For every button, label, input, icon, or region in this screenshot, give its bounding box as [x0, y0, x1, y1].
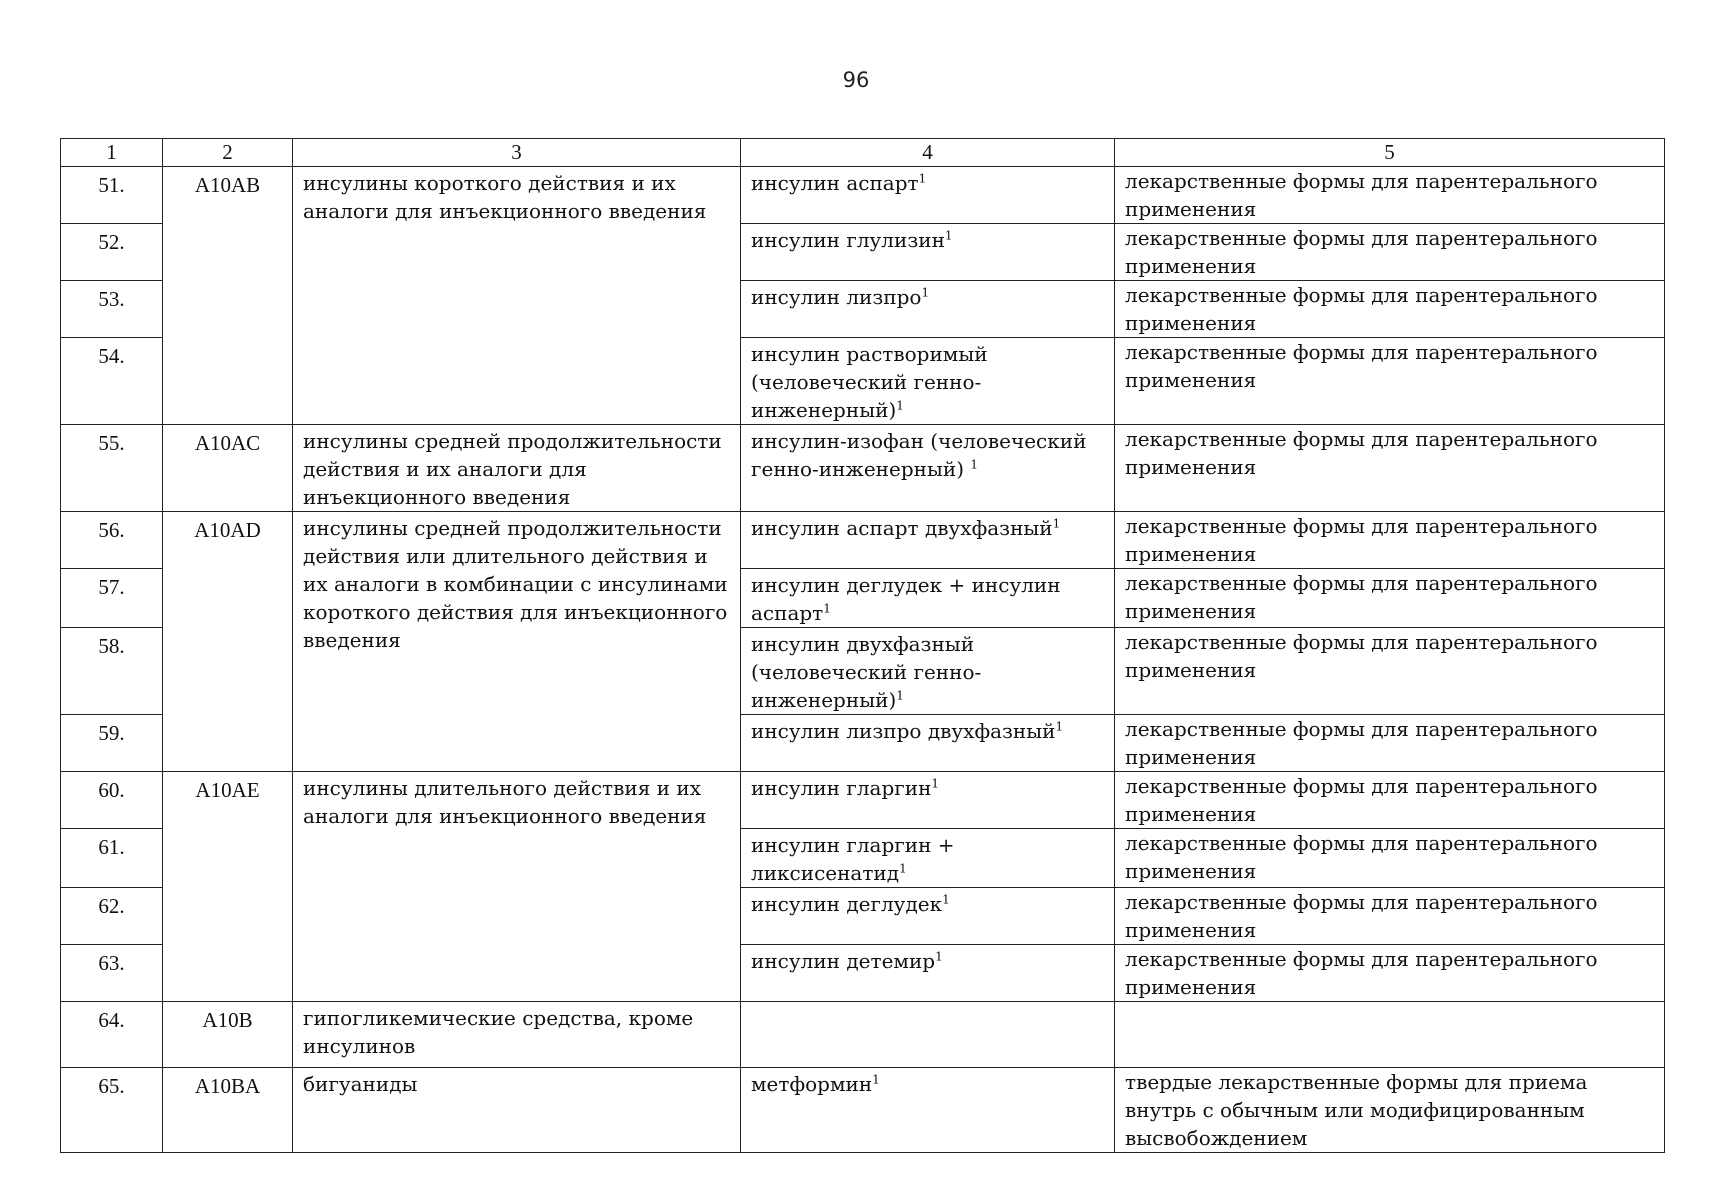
- table-row: [61, 1002, 1665, 1068]
- dosage-form: лекарственные формы для парентерального применения: [1115, 338, 1665, 425]
- footnote-marker: 1: [931, 776, 940, 791]
- footnote-marker: 1: [823, 601, 831, 616]
- drug-name: инсулин лизпро двухфазный: [751, 719, 1056, 743]
- footnote-marker: 1: [872, 1072, 880, 1087]
- drug-name-cell: [741, 1002, 1115, 1068]
- row-number: 54.: [61, 338, 163, 425]
- drug-name: инсулин глулизин: [751, 228, 945, 252]
- drug-name: инсулин деглудек: [751, 892, 943, 916]
- footnote-marker: 1: [1055, 719, 1064, 734]
- drug-name-cell: [741, 425, 1115, 512]
- table-row: [61, 772, 1665, 829]
- atc-code: A10AC: [163, 425, 293, 512]
- footnote-marker: 1: [896, 398, 904, 413]
- row-number: 63.: [61, 945, 163, 1002]
- header-col-4: 4: [741, 139, 1115, 167]
- dosage-form: лекарственные формы для парентерального применения: [1115, 715, 1665, 772]
- drug-table: [60, 138, 1665, 1153]
- footnote-marker: 1: [918, 171, 927, 186]
- drug-name-cell: [741, 569, 1115, 628]
- row-number: 52.: [61, 224, 163, 281]
- header-col-3: 3: [293, 139, 741, 167]
- drug-name-cell: [741, 167, 1115, 224]
- drug-name-cell: [741, 338, 1115, 425]
- drug-name: инсулин аспарт: [751, 171, 919, 195]
- dosage-form: лекарственные формы для парентерального применения: [1115, 512, 1665, 569]
- drug-name-cell: [741, 281, 1115, 338]
- footnote-marker: 1: [896, 688, 904, 703]
- dosage-form: лекарственные формы для парентерального применения: [1115, 224, 1665, 281]
- page-number: 96: [842, 68, 870, 92]
- drug-name: инсулин двухфазный (человеческий генно-инженерный): [751, 632, 982, 712]
- footnote-marker: 1: [921, 285, 930, 300]
- row-number: 59.: [61, 715, 163, 772]
- footnote-marker: 1: [935, 949, 943, 964]
- footnote-marker: 1: [1052, 516, 1061, 531]
- row-number: 53.: [61, 281, 163, 338]
- drug-name: метформин: [751, 1072, 873, 1096]
- row-number: 65.: [61, 1068, 163, 1153]
- drug-name: инсулин детемир: [751, 949, 936, 973]
- atc-code: A10BA: [163, 1068, 293, 1153]
- drug-name-cell: [741, 945, 1115, 1002]
- dosage-form: лекарственные формы для парентерального применения: [1115, 888, 1665, 945]
- row-number: 61.: [61, 829, 163, 888]
- table-row: [61, 167, 1665, 224]
- header-col-2: 2: [163, 139, 293, 167]
- dosage-form: лекарственные формы для парентерального применения: [1115, 569, 1665, 628]
- group-name: инсулины средней продолжительности действия и их аналоги для инъекционного введения: [293, 425, 741, 512]
- row-number: 64.: [61, 1002, 163, 1068]
- group-name: бигуаниды: [293, 1068, 741, 1153]
- drug-name-cell: [741, 512, 1115, 569]
- row-number: 51.: [61, 167, 163, 224]
- table-row: [61, 1068, 1665, 1153]
- dosage-form: лекарственные формы для парентерального применения: [1115, 281, 1665, 338]
- header-col-5: 5: [1115, 139, 1665, 167]
- atc-code: A10AD: [163, 512, 293, 772]
- row-number: 56.: [61, 512, 163, 569]
- dosage-form: лекарственные формы для парентерального применения: [1115, 945, 1665, 1002]
- drug-name: инсулин гларгин + ликсисенатид: [751, 833, 955, 885]
- drug-name-cell: [741, 829, 1115, 888]
- dosage-form: лекарственные формы для парентерального применения: [1115, 425, 1665, 512]
- dosage-form: лекарственные формы для парентерального применения: [1115, 772, 1665, 829]
- row-number: 55.: [61, 425, 163, 512]
- drug-name: инсулин деглудек + инсулин аспарт: [751, 573, 1061, 625]
- footnote-marker: 1: [970, 457, 979, 472]
- footnote-marker: 1: [899, 861, 907, 876]
- atc-code: A10B: [163, 1002, 293, 1068]
- group-name: гипогликемические средства, кроме инсулинов: [293, 1002, 741, 1068]
- drug-name: инсулин гларгин: [751, 776, 932, 800]
- row-number: 57.: [61, 569, 163, 628]
- group-name: инсулины длительного действия и их аналоги для инъекционного введения: [293, 772, 741, 1002]
- drug-name: инсулин лизпро: [751, 285, 922, 309]
- row-number: 58.: [61, 628, 163, 715]
- atc-code: A10AB: [163, 167, 293, 425]
- drug-name: инсулин аспарт двухфазный: [751, 516, 1053, 540]
- atc-code: A10AE: [163, 772, 293, 1002]
- dosage-form: лекарственные формы для парентерального применения: [1115, 628, 1665, 715]
- footnote-marker: 1: [944, 228, 953, 243]
- dosage-form: лекарственные формы для парентерального применения: [1115, 167, 1665, 224]
- table-body: [61, 167, 1665, 1153]
- dosage-form: твердые лекарственные формы для приема внутрь с обычным или модифицированным высвобождением: [1115, 1068, 1665, 1153]
- drug-name-cell: [741, 715, 1115, 772]
- drug-name-cell: [741, 888, 1115, 945]
- header-row: [61, 139, 1665, 167]
- drug-name-cell: [741, 1068, 1115, 1153]
- drug-name-cell: [741, 628, 1115, 715]
- dosage-form: лекарственные формы для парентерального применения: [1115, 829, 1665, 888]
- group-name: инсулины средней продолжительности действия или длительного действия и их аналоги в комбинации с инсулинами короткого действия для инъекционного введения: [293, 512, 741, 772]
- drug-name: инсулин-изофан (человеческий генно-инженерный): [751, 429, 1087, 481]
- drug-name-cell: [741, 224, 1115, 281]
- group-name: инсулины короткого действия и их аналоги для инъекционного введения: [293, 167, 741, 425]
- table-header: [61, 139, 1665, 167]
- dosage-form: [1115, 1002, 1665, 1068]
- table-row: [61, 512, 1665, 569]
- table-row: [61, 425, 1665, 512]
- row-number: 60.: [61, 772, 163, 829]
- row-number: 62.: [61, 888, 163, 945]
- footnote-marker: 1: [942, 892, 950, 907]
- drug-name: инсулин растворимый (человеческий генно-инженерный): [751, 342, 988, 422]
- drug-name-cell: [741, 772, 1115, 829]
- header-col-1: 1: [61, 139, 163, 167]
